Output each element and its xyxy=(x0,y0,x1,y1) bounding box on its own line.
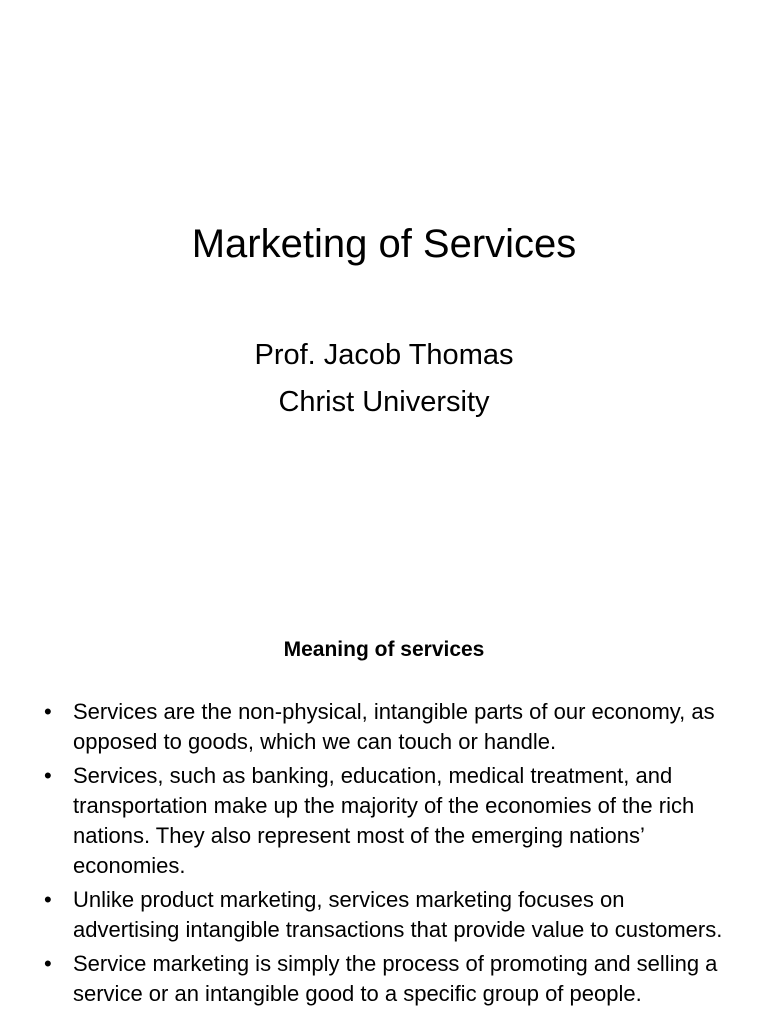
author-name: Prof. Jacob Thomas xyxy=(254,339,514,371)
bullet-text: Services, such as banking, education, medical treatment, and transportation make up the majority of the economies of the rich nations. They also represent most of the emerging nations’ economies. xyxy=(73,763,695,878)
list-item xyxy=(0,697,768,757)
list-item xyxy=(0,761,768,881)
institution-name: Christ University xyxy=(278,386,490,418)
bullet-text: Service marketing is simply the process of promoting and selling a service or an intangible good to a specific group of people. xyxy=(73,951,718,1006)
content-slide xyxy=(0,576,768,1024)
bullet-icon: • xyxy=(44,699,52,724)
bullet-list xyxy=(0,697,768,1013)
bullet-icon: • xyxy=(44,887,52,912)
bullet-text: Unlike product marketing, services marketing focuses on advertising intangible transactions that provide value to customers. xyxy=(73,887,723,942)
section-heading: Meaning of services xyxy=(283,638,485,661)
bullet-text: Services are the non-physical, intangible parts of our economy, as opposed to goods, which we can touch or handle. xyxy=(73,699,715,754)
list-item xyxy=(0,949,768,1009)
slide-subtitle xyxy=(0,332,768,426)
bullet-icon: • xyxy=(44,763,52,788)
list-item xyxy=(0,885,768,945)
slide-title: Marketing of Services xyxy=(191,222,577,266)
bullet-icon: • xyxy=(44,951,52,976)
